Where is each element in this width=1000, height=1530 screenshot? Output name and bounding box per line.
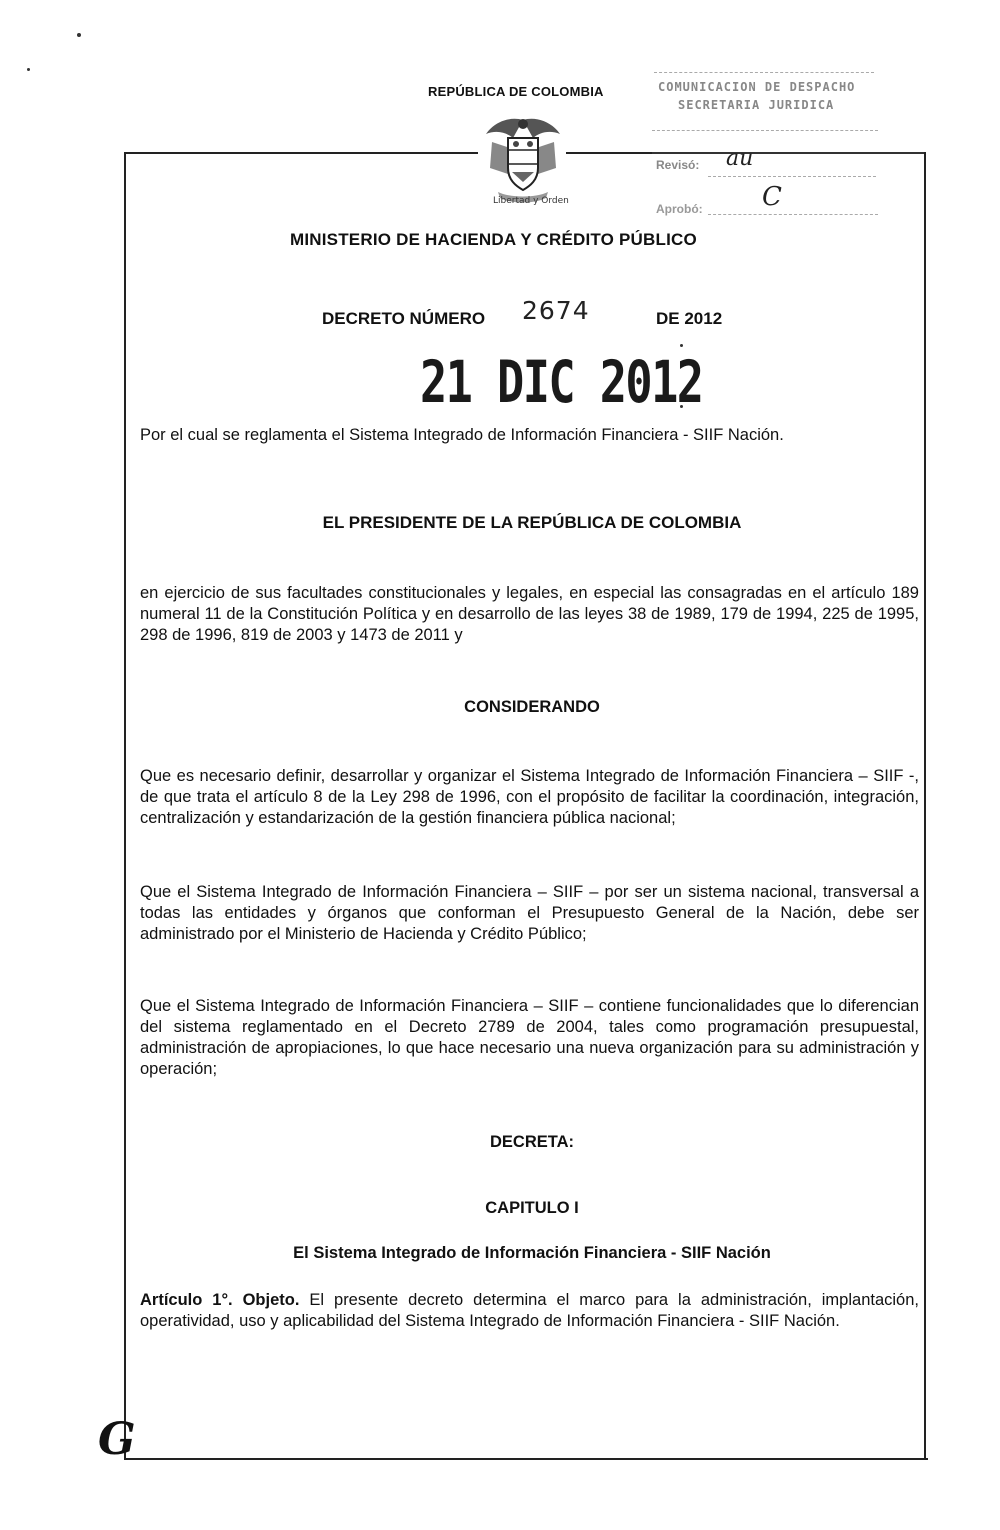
scan-speck	[27, 68, 30, 71]
article-1-text: El presente decreto determina el marco para la administración, implantación, operatividad, uso y aplicabilidad del Sistema Integrado de Información Financiera - SIIF Nación.	[140, 1291, 919, 1330]
decree-subject: Por el cual se reglamenta el Sistema Integrado de Información Financiera - SIIF Nación.	[140, 426, 784, 444]
stamp-revisor-label: Revisó:	[656, 158, 700, 172]
stamp-aprobo-label: Aprobó:	[656, 202, 703, 216]
stamp-rule	[652, 130, 878, 131]
crest-motto: Libertad y Orden	[493, 196, 569, 206]
chapter-heading: CAPITULO I	[485, 1199, 579, 1217]
chapter-subtitle: El Sistema Integrado de Información Financiera - SIIF Nación	[293, 1244, 771, 1262]
page-initial-mark: G	[98, 1414, 136, 1465]
country-heading: REPÚBLICA DE COLOMBIA	[428, 84, 604, 99]
stamp-rule	[654, 72, 874, 73]
considerando-paragraph-3: Que el Sistema Integrado de Información Financiera – SIIF – contiene funcionalidades que lo diferencian del sistema reglamentado en el Decreto 2789 de 2004, tales como programación presupuestal, administración de apropiaciones, lo que hace necesario una nueva organización para su administración y operación;	[140, 997, 919, 1078]
decree-year: DE 2012	[656, 309, 723, 328]
scan-speck	[680, 344, 683, 347]
stamp-office-line: COMUNICACION DE DESPACHO	[658, 80, 856, 94]
ministry-title: MINISTERIO DE HACIENDA Y CRÉDITO PÚBLICO	[290, 230, 697, 249]
considerando-paragraph-1: Que es necesario definir, desarrollar y organizar el Sistema Integrado de Información Financiera – SIIF -, de que trata el artículo 8 de la Ley 298 de 1996, con el propósito de facilitar la coordinación, integración, centralización y estandarización de la gestión financiera pública nacional;	[140, 767, 919, 827]
decree-number: 2674	[522, 296, 590, 325]
stamp-secretaria-line: SECRETARIA JURIDICA	[678, 98, 835, 112]
stamp-revisor-initials: au	[726, 146, 754, 171]
stamp-aprobo-initials: C	[762, 182, 782, 212]
decreta-heading: DECRETA:	[489, 1133, 575, 1151]
date-stamp: 21 DIC 2012	[420, 348, 703, 416]
considerando-paragraph-2: Que el Sistema Integrado de Información Financiera – SIIF – por ser un sistema nacional, transversal a todas las entidades y órganos que conforman el Presupuesto General de la Nación, debe ser administrado por el Ministerio de Hacienda y Crédito Público;	[140, 883, 919, 943]
article-1-label: Artículo 1°. Objeto.	[140, 1291, 300, 1309]
frame-right-rule	[924, 152, 926, 1460]
decree-number-label: DECRETO NÚMERO	[322, 309, 486, 328]
stamp-rule	[708, 176, 876, 177]
article-1	[140, 1290, 919, 1332]
considerando-heading: CONSIDERANDO	[464, 698, 600, 716]
frame-top-rule-mid	[566, 152, 652, 154]
scan-speck	[77, 33, 81, 37]
stamp-rule	[708, 214, 878, 215]
authority-paragraph: en ejercicio de sus facultades constitucionales y legales, en especial las consagradas en el artículo 189 numeral 11 de la Constitución Política y en desarrollo de las leyes 38 de 1989, 179 de 1994, 225 de 1995, 298 de 1996, 819 de 2003 y 1473 de 2011 y	[140, 584, 919, 644]
receipt-stamp	[648, 70, 880, 220]
frame-top-rule-left	[124, 152, 478, 154]
issuer-heading: EL PRESIDENTE DE LA REPÚBLICA DE COLOMBIA	[322, 513, 742, 532]
